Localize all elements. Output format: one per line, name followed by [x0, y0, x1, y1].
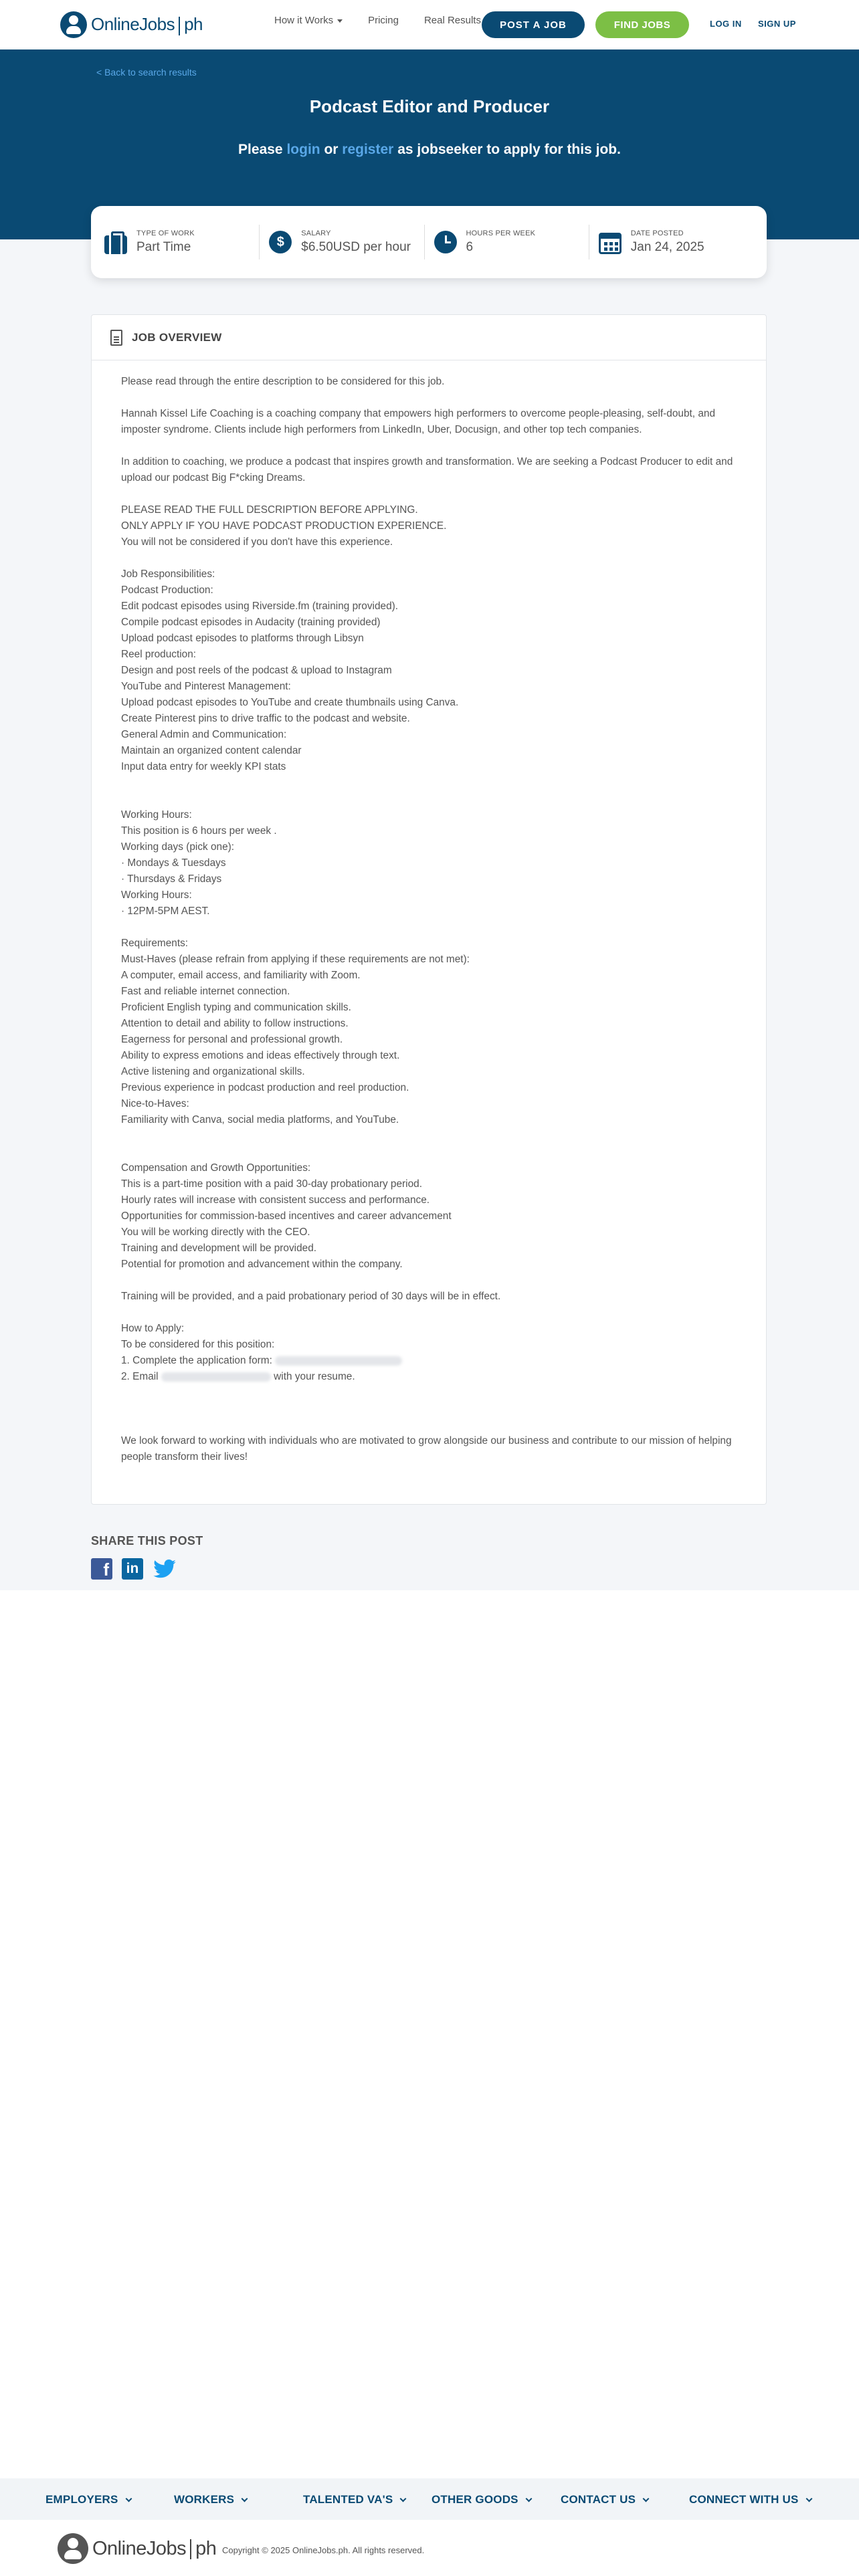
chevron-down-icon [805, 2496, 812, 2502]
spacer [121, 1128, 737, 1144]
description-line: Familiarity with Canva, social media platforms, and YouTube. [121, 1114, 399, 1125]
hours-per-week-label: HOURS PER WEEK [466, 229, 536, 237]
description-line: You will not be considered if you don't have this experience. [121, 536, 393, 548]
date-posted-text [631, 229, 704, 255]
description-line: Job Responsibilities: [121, 568, 215, 580]
footer-logo-person-icon [58, 2533, 88, 2564]
description-line: Compensation and Growth Opportunities: [121, 1162, 311, 1174]
type-of-work [104, 225, 259, 259]
caret-down-icon [337, 19, 343, 23]
description-line: PLEASE READ THE FULL DESCRIPTION BEFORE APPLYING. [121, 504, 418, 516]
footer-other-goods[interactable] [432, 2493, 531, 2506]
description-line: Attention to detail and ability to follow instructions. [121, 1018, 349, 1029]
description-line: Nice-to-Haves: [121, 1098, 189, 1109]
footer-employers-label: EMPLOYERS [45, 2493, 118, 2506]
briefcase-icon [104, 235, 127, 254]
description-line: General Admin and Communication: [121, 729, 287, 740]
site-logo[interactable] [60, 9, 203, 40]
job-title: Podcast Editor and Producer [309, 96, 550, 116]
closing-paragraph: We look forward to working with individuals who are motivated to grow alongside our business and contribute to our mission of helping people transform their lives! [121, 1435, 732, 1463]
spacer [121, 920, 737, 936]
salary [259, 225, 423, 259]
date-posted [589, 225, 753, 259]
description-line: Design and post reels of the podcast & upload to Instagram [121, 665, 392, 676]
footer-bottom [0, 2520, 859, 2576]
description-line: · Mondays & Tuesdays [121, 857, 226, 869]
description-line: This is a part-time position with a paid 30-day probationary period. [121, 1178, 422, 1190]
apply-step-2-post: with your resume. [274, 1371, 355, 1382]
logo-divider [179, 17, 180, 35]
logo-suffix: ph [184, 14, 203, 35]
description-line: Opportunities for commission-based incentives and career advancement [121, 1210, 452, 1222]
back-to-search-link[interactable]: < Back to search results [96, 67, 197, 78]
spacer [121, 1385, 737, 1401]
footer-talented-vas-label: TALENTED VA'S [303, 2493, 393, 2506]
description-line: How to Apply: [121, 1323, 185, 1334]
description-line: Please read through the entire description to be considered for this job. [121, 376, 445, 387]
job-overview-title: JOB OVERVIEW [132, 330, 222, 344]
find-jobs-button[interactable]: FIND JOBS [595, 11, 689, 38]
description-line: Fast and reliable internet connection. [121, 986, 290, 997]
nav-how-it-works-label: How it Works [274, 15, 334, 26]
job-summary-card [91, 206, 767, 278]
share-title: SHARE THIS POST [91, 1534, 203, 1547]
logo-text: OnlineJobs [91, 14, 175, 35]
footer-contact-us[interactable] [561, 2493, 648, 2506]
footer-workers[interactable] [174, 2493, 247, 2506]
redacted-email [161, 1372, 271, 1382]
spacer [121, 438, 737, 454]
apply-step-1-text: 1. Complete the application form: [121, 1355, 272, 1366]
date-posted-value: Jan 24, 2025 [630, 240, 704, 254]
calendar-icon [599, 233, 622, 254]
description-line: Eagerness for personal and professional growth. [121, 1034, 343, 1045]
description-line: Previous experience in podcast production and reel production. [121, 1082, 409, 1093]
footer-logo-text: OnlineJobs [92, 2537, 187, 2559]
job-overview-card [91, 314, 767, 1505]
login-link[interactable]: LOG IN [710, 19, 742, 29]
apply-step-2 [121, 1369, 737, 1385]
description-line: This position is 6 hours per week . [121, 825, 277, 837]
description-line: Training and development will be provided. [121, 1243, 317, 1254]
footer-logo[interactable] [58, 2533, 216, 2564]
apply-login-link[interactable]: login [286, 142, 320, 157]
apply-step-1 [121, 1353, 737, 1369]
apply-prompt [0, 142, 859, 158]
dollar-icon: $ [269, 231, 292, 253]
salary-text [301, 229, 411, 255]
type-of-work-label: TYPE OF WORK [136, 229, 195, 237]
description-line: Proficient English typing and communication skills. [121, 1002, 351, 1013]
description-line: Upload podcast episodes to platforms through Libsyn [121, 633, 364, 644]
description-line: Potential for promotion and advancement within the company. [121, 1259, 403, 1270]
hours-per-week [424, 225, 589, 259]
description-line: Training will be provided, and a paid probationary period of 30 days will be in effect. [121, 1291, 501, 1302]
description-line: Hourly rates will increase with consistent success and performance. [121, 1194, 430, 1206]
document-icon [110, 330, 122, 346]
chevron-down-icon [525, 2496, 532, 2502]
twitter-share-icon[interactable] [153, 1558, 177, 1580]
description-line: Edit podcast episodes using Riverside.fm (training provided). [121, 601, 399, 612]
description-line: To be considered for this position: [121, 1339, 275, 1350]
share-buttons [91, 1558, 177, 1580]
description-line: YouTube and Pinterest Management: [121, 681, 291, 692]
description-line: Active listening and organizational skills. [121, 1066, 305, 1077]
description-line: Input data entry for weekly KPI stats [121, 761, 286, 772]
footer-nav [0, 2478, 859, 2520]
spacer [121, 1273, 737, 1289]
description-line: Working Hours: [121, 809, 192, 821]
copyright-text: Copyright © 2025 OnlineJobs.ph. All rights reserved. [222, 2545, 425, 2555]
apply-step-2-pre: 2. Email [121, 1371, 159, 1382]
description-line: · 12PM-5PM AEST. [121, 905, 210, 917]
description-line: In addition to coaching, we produce a podcast that inspires growth and transformation. We are seeking a Podcast Producer to edit and upload our podcast Big F*cking Dreams. [121, 456, 733, 484]
footer-connect-with-us-label: CONNECT WITH US [689, 2493, 799, 2506]
description-line: Maintain an organized content calendar [121, 745, 302, 756]
description-line: Working Hours: [121, 889, 192, 901]
spacer [121, 1305, 737, 1321]
footer-talented-vas[interactable] [303, 2493, 405, 2506]
footer-logo-suffix: ph [195, 2537, 217, 2559]
job-description-lines [121, 374, 737, 1353]
apply-register-link[interactable]: register [342, 142, 394, 157]
spacer [121, 550, 737, 566]
chevron-down-icon [643, 2496, 650, 2502]
description-line: You will be working directly with the CEO. [121, 1226, 310, 1238]
description-line: Must-Haves (please refrain from applying if these requirements are not met): [121, 954, 470, 965]
signup-link[interactable]: SIGN UP [758, 19, 796, 29]
facebook-share-icon[interactable]: f [91, 1558, 112, 1580]
description-line: Podcast Production: [121, 584, 213, 596]
description-line: Hannah Kissel Life Coaching is a coaching company that empowers high performers to overcome people-pleasing, self-doubt, and imposter syndrome. Clients include high performers from LinkedIn, Uber, Docusign, and other top tech companies. [121, 408, 716, 435]
spacer [121, 775, 737, 791]
spacer [121, 1417, 737, 1433]
description-line: Upload podcast episodes to YouTube and create thumbnails using Canva. [121, 697, 459, 708]
salary-value: $6.50USD per hour [301, 240, 411, 254]
apply-prompt-post: as jobseeker to apply for this job. [397, 142, 621, 157]
hours-per-week-text [466, 229, 536, 255]
clock-icon [434, 231, 457, 253]
linkedin-share-icon[interactable]: in [122, 1558, 143, 1580]
description-line: ONLY APPLY IF YOU HAVE PODCAST PRODUCTION EXPERIENCE. [121, 520, 447, 532]
apply-prompt-pre: Please [238, 142, 283, 157]
logo-person-icon [60, 11, 87, 38]
chevron-down-icon [400, 2496, 407, 2502]
description-line: · Thursdays & Fridays [121, 873, 222, 885]
footer-connect-with-us[interactable] [689, 2493, 812, 2506]
post-job-button[interactable]: POST A JOB [482, 11, 585, 38]
type-of-work-text [136, 229, 195, 255]
spacer [121, 1401, 737, 1417]
nav-real-results[interactable]: Real Results [423, 15, 481, 26]
footer-workers-label: WORKERS [174, 2493, 235, 2506]
chevron-down-icon [125, 2496, 132, 2502]
hours-per-week-value: 6 [466, 240, 474, 254]
footer-contact-us-label: CONTACT US [561, 2493, 636, 2506]
twitter-bird-icon [153, 1560, 176, 1578]
description-line: Compile podcast episodes in Audacity (training provided) [121, 617, 381, 628]
nav-links [274, 15, 506, 26]
description-line: Ability to express emotions and ideas effectively through text. [121, 1050, 400, 1061]
salary-label: SALARY [301, 229, 331, 237]
redacted-form-link [275, 1356, 402, 1366]
nav-how-it-works[interactable] [274, 15, 343, 26]
description-line: Reel production: [121, 649, 197, 660]
nav-pricing[interactable]: Pricing [368, 15, 399, 26]
job-overview-header [92, 315, 766, 360]
job-description [92, 360, 766, 1465]
spacer [121, 1144, 737, 1160]
spacer [121, 486, 737, 502]
apply-prompt-or: or [324, 142, 339, 157]
spacer [121, 390, 737, 406]
description-line: Working days (pick one): [121, 841, 235, 853]
top-nav [0, 0, 859, 49]
date-posted-label: DATE POSTED [630, 229, 684, 237]
description-line: Create Pinterest pins to drive traffic to the podcast and website. [121, 713, 410, 724]
chevron-down-icon [242, 2496, 248, 2502]
description-line: A computer, email access, and familiarity with Zoom. [121, 970, 361, 981]
footer-logo-divider [190, 2539, 191, 2559]
footer-employers[interactable] [45, 2493, 131, 2506]
spacer [121, 791, 737, 807]
description-line: Requirements: [121, 938, 189, 949]
type-of-work-value: Part Time [136, 240, 191, 254]
footer-other-goods-label: OTHER GOODS [432, 2493, 518, 2506]
